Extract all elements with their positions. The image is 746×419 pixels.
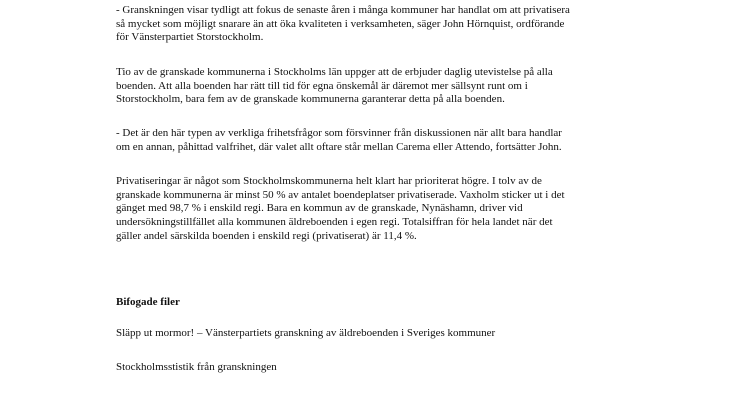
paragraph-utevistelse xyxy=(116,66,553,107)
attachment-link-statistics[interactable]: Stockholmsstistik från granskningen xyxy=(116,361,277,373)
paragraph-privatiseringar xyxy=(116,175,565,244)
text-line: gänget med 98,7 % i enskild regi. Bara en kommun av de granskade, Nynäshamn, driver vid xyxy=(116,202,523,215)
paragraph-frihetsfragor xyxy=(116,127,562,154)
attachment-link-report[interactable]: Släpp ut mormor! – Vänsterpartiets granskning av äldreboenden i Sveriges kommuner xyxy=(116,327,496,339)
text-line: undersökningstillfället alla kommunen äldreboenden i egen regi. Totalsiffran för hela landet när det xyxy=(116,216,553,229)
paragraph-quote-hornquist xyxy=(116,4,570,45)
text-line: Privatiseringar är något som Stockholmskommunerna helt klart har prioriterat högre. I tolv av de xyxy=(116,175,542,187)
text-line: gäller andel särskilda boenden i enskild regi (privatiserat) är 11,4 %. xyxy=(116,229,417,242)
text-line: Tio av de granskade kommunerna i Stockholms län uppger att de erbjuder daglig utevistelse på alla xyxy=(116,66,553,78)
text-line: boenden. Att alla boenden har rätt till tid för egna önskemål är däremot mer sällsynt runt om i xyxy=(116,79,528,92)
text-line: för Vänsterpartiet Storstockholm. xyxy=(116,31,264,44)
text-line: - Det är den här typen av verkliga frihetsfrågor som försvinner från diskussionen när allt bara handlar xyxy=(116,127,562,139)
text-line: om en annan, påhittad valfrihet, där valet allt oftare står mellan Carema eller Attendo, fortsätter John. xyxy=(116,140,562,153)
text-line: granskade kommunerna är minst 50 % av antalet boendeplatser privatiserade. Vaxholm sticker ut i det xyxy=(116,188,565,201)
text-line: så mycket som möjligt snarare än att öka kvaliteten i verksamheten, säger John Hörnquist, ordförande xyxy=(116,17,565,30)
text-line: - Granskningen visar tydligt att fokus de senaste åren i många kommuner har handlat om att privatisera xyxy=(116,4,570,16)
attachments-heading: Bifogade filer xyxy=(116,296,180,308)
text-line: Storstockholm, bara fem av de granskade kommunerna garanterar detta på alla boenden. xyxy=(116,93,505,106)
